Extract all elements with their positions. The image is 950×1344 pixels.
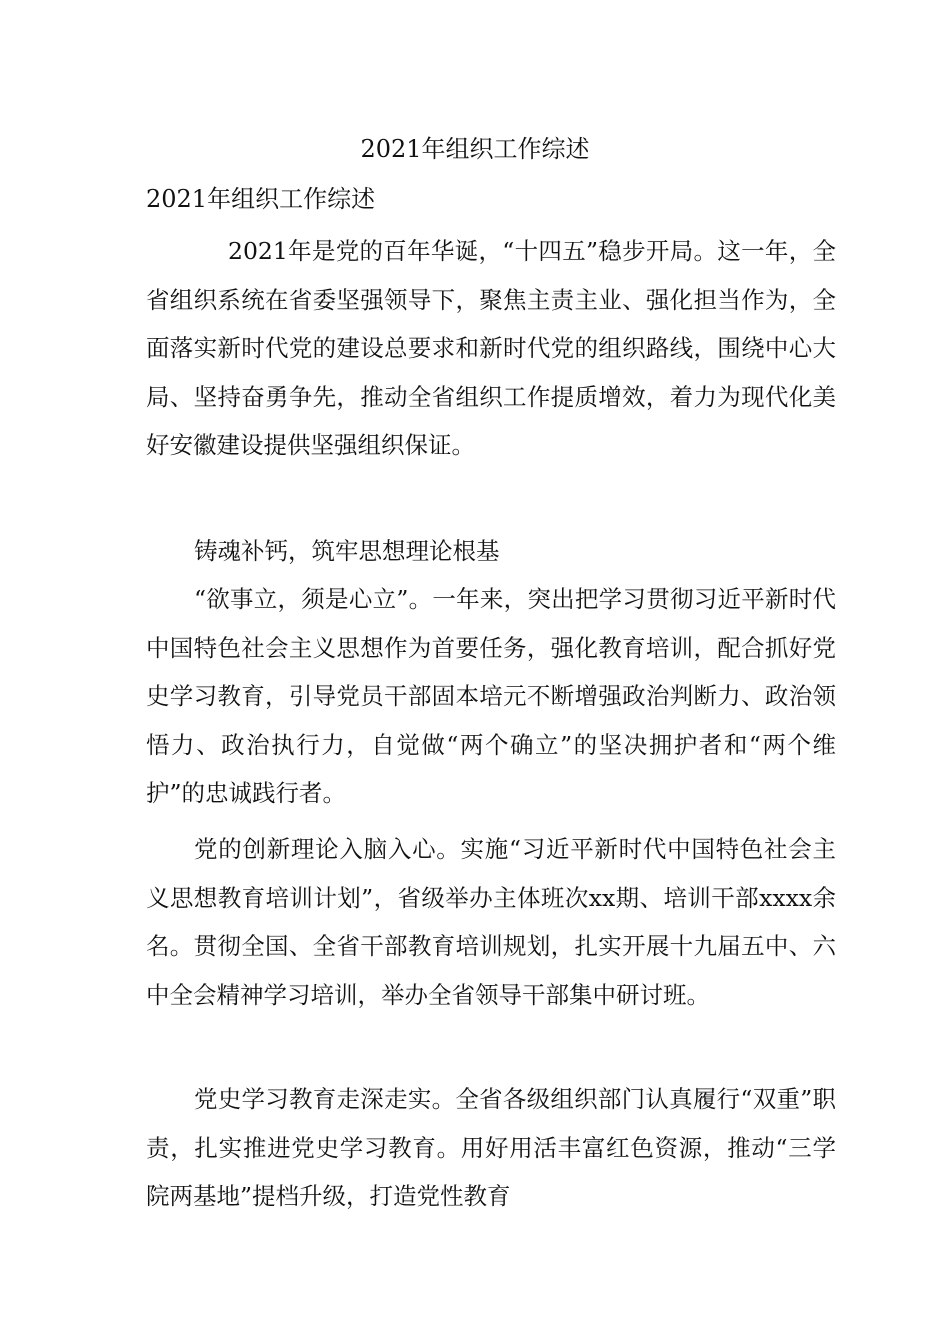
theory-paragraph: 党的创新理论入脑入心。实施“习近平新时代中国特色社会主义思想教育培训计划”，省级举办主体班次xx期、培训干部xxxx余名。贯彻全国、全省干部教育培训规划，扎实开展十九届五中、六中全会精神学习培训，举办全省领导干部集中研讨班。 xyxy=(146,835,836,1009)
document-subtitle: 2021年组织工作综述 xyxy=(146,185,376,213)
section-intro-paragraph: “欲事立，须是心立”。一年来，突出把学习贯彻习近平新时代中国特色社会主义思想作为首要任务，强化教育培训，配合抓好党史学习教育，引导党员干部固本培元不断增强政治判断力、政治领悟力、政治执行力，自觉做“两个确立”的坚决拥护者和“两个维护”的忠诚践行者。 xyxy=(146,585,836,808)
section-heading: 铸魂补钙，筑牢思想理论根基 xyxy=(194,537,500,565)
intro-paragraph: 2021年是党的百年华诞，“十四五”稳步开局。这一年，全省组织系统在省委坚强领导下，聚焦主责主业、强化担当作为，全面落实新时代党的建设总要求和新时代党的组织路线，围绕中心大局、坚持奋勇争先，推动全省组织工作提质增效，着力为现代化美好安徽建设提供坚强组织保证。 xyxy=(146,237,836,460)
document-title: 2021年组织工作综述 xyxy=(360,135,590,163)
party-history-paragraph: 党史学习教育走深走实。全省各级组织部门认真履行“双重”职责，扎实推进党史学习教育。用好用活丰富红色资源，推动“三学院两基地”提档升级，打造党性教育 xyxy=(146,1085,836,1211)
